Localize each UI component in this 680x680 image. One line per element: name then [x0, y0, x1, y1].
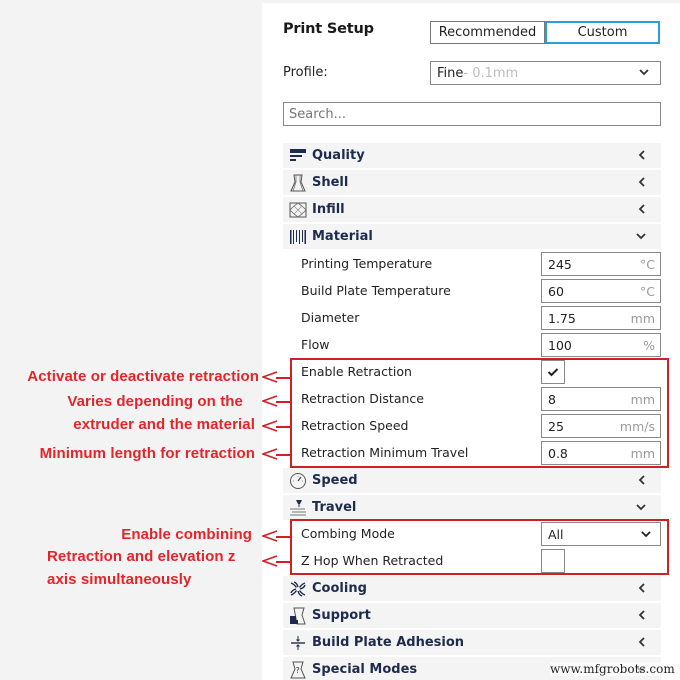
category-label: Infill [312, 202, 345, 217]
speed-icon [287, 471, 309, 491]
dropdown-value: All [548, 526, 564, 542]
arrow-left-icon [262, 555, 278, 567]
field-unit: mm [630, 392, 655, 407]
connector-line [276, 377, 290, 379]
field-value: 25 [548, 418, 564, 434]
field-value: 245 [548, 256, 572, 272]
connector-line [276, 561, 290, 563]
setting-label: Printing Temperature [301, 256, 433, 271]
setting-label: Build Plate Temperature [301, 283, 451, 298]
svg-text:?: ? [295, 665, 300, 675]
quality-icon [287, 146, 309, 166]
setting-label: Flow [301, 337, 330, 352]
setting-label: Retraction Minimum Travel [301, 445, 469, 460]
tab-custom[interactable]: Custom [545, 21, 660, 44]
chevron-left-icon [637, 636, 647, 648]
support-icon [287, 606, 309, 626]
chevron-left-icon [637, 609, 647, 621]
setting-label: Diameter [301, 310, 360, 325]
category-label: Material [312, 229, 373, 244]
annotation-activate-retraction: Activate or deactivate retraction [27, 368, 259, 385]
category-label: Cooling [312, 581, 367, 596]
field-unit: mm/s [619, 419, 655, 434]
chevron-left-icon [637, 474, 647, 486]
annotation-z-hop-line1: Retraction and elevation z [47, 548, 236, 565]
setting-label: Combing Mode [301, 526, 395, 541]
chevron-down-icon [638, 66, 650, 78]
arrow-left-icon [262, 371, 278, 383]
category-travel[interactable] [283, 495, 661, 520]
category-label: Shell [312, 175, 349, 190]
arrow-left-icon [262, 395, 278, 407]
profile-label: Profile: [283, 65, 328, 80]
category-label: Special Modes [312, 662, 418, 677]
chevron-left-icon [637, 176, 647, 188]
field-unit: °C [640, 257, 655, 272]
travel-icon [287, 498, 309, 518]
chevron-left-icon [637, 582, 647, 594]
special-modes-icon [287, 660, 309, 680]
material-icon [287, 227, 309, 247]
category-material[interactable] [283, 224, 661, 249]
setting-label: Retraction Distance [301, 391, 424, 406]
arrow-left-icon [262, 420, 278, 432]
connector-line [276, 454, 290, 456]
retraction-highlight-box [290, 358, 669, 468]
field-unit: °C [640, 284, 655, 299]
chevron-left-icon [637, 149, 647, 161]
annotation-varies-line2: extruder and the material [73, 416, 255, 433]
tab-recommended[interactable]: Recommended [430, 21, 545, 44]
category-build-plate-adhesion[interactable] [283, 630, 661, 655]
chevron-left-icon [637, 203, 647, 215]
field-value: 1.75 [548, 310, 576, 326]
connector-line [276, 401, 290, 403]
category-cooling[interactable] [283, 576, 661, 601]
adhesion-icon [287, 633, 309, 653]
infill-icon [287, 200, 309, 220]
profile-layer-height: - 0.1mm [463, 65, 519, 81]
category-infill[interactable] [283, 197, 661, 222]
watermark: www.mfgrobots.com [550, 662, 675, 676]
flow-input[interactable] [541, 333, 661, 357]
category-label: Speed [312, 473, 358, 488]
category-quality[interactable] [283, 143, 661, 168]
field-value: 8 [548, 391, 556, 407]
arrow-left-icon [262, 448, 278, 460]
shell-icon [287, 173, 309, 193]
annotation-enable-combing: Enable combining [121, 526, 252, 543]
diameter-input[interactable] [541, 306, 661, 330]
travel-highlight-box [290, 519, 669, 575]
profile-value: Fine [437, 65, 464, 81]
category-label: Travel [312, 500, 357, 515]
page-title: Print Setup [283, 21, 374, 37]
annotation-z-hop-line2: axis simultaneously [47, 571, 192, 588]
category-label: Build Plate Adhesion [312, 635, 465, 650]
field-unit: mm [630, 446, 655, 461]
field-unit: mm [630, 311, 655, 326]
field-value: 0.8 [548, 445, 568, 461]
setting-label: Enable Retraction [301, 364, 412, 379]
chevron-down-icon [635, 501, 647, 513]
build-plate-temperature-input[interactable] [541, 279, 661, 303]
field-unit: % [643, 338, 655, 353]
connector-line [276, 426, 290, 428]
category-label: Support [312, 608, 371, 623]
arrow-left-icon [262, 530, 278, 542]
printing-temperature-input[interactable] [541, 252, 661, 276]
setting-label: Retraction Speed [301, 418, 409, 433]
setting-label: Z Hop When Retracted [301, 553, 444, 568]
annotation-varies-line1: Varies depending on the [67, 393, 243, 410]
category-label: Quality [312, 148, 365, 163]
category-speed[interactable] [283, 468, 661, 493]
connector-line [276, 536, 290, 538]
category-shell[interactable] [283, 170, 661, 195]
chevron-down-icon [635, 230, 647, 242]
profile-dropdown[interactable] [430, 61, 661, 85]
field-value: 60 [548, 283, 564, 299]
search-input[interactable] [283, 102, 661, 126]
annotation-minimum-length: Minimum length for retraction [39, 445, 255, 462]
category-support[interactable] [283, 603, 661, 628]
field-value: 100 [548, 337, 572, 353]
cooling-icon [287, 579, 309, 599]
